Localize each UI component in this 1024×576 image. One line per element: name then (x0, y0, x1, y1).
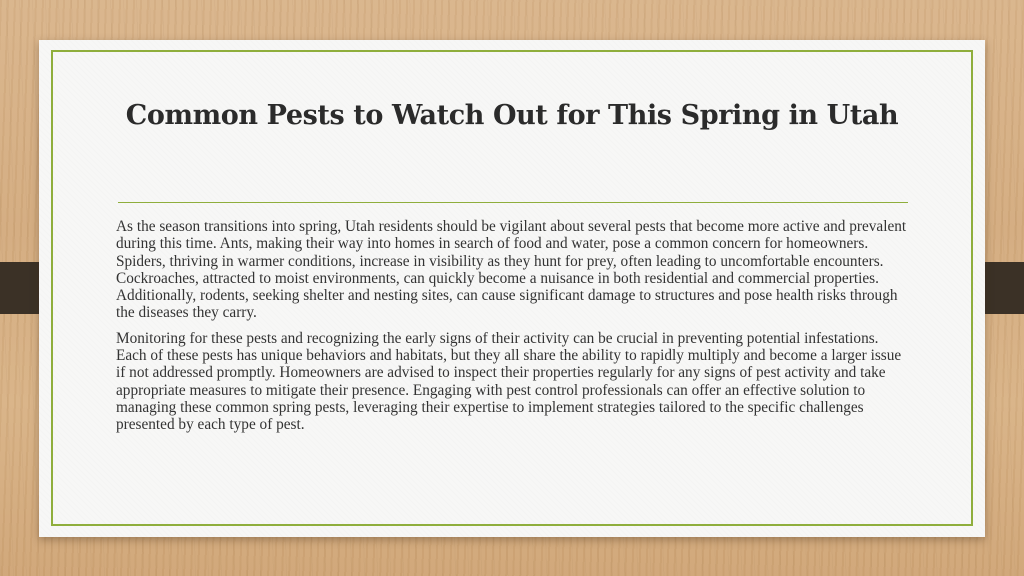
title-divider (118, 202, 908, 203)
slide-card (39, 40, 985, 537)
slide-title: Common Pests to Watch Out for This Spring in Utah (125, 100, 899, 131)
body-paragraph: As the season transitions into spring, Utah residents should be vigilant about several pests that become more active and prevalent during this time. Ants, making their way into homes in search of food and water, pose a common concern for homeowners. Spiders, thriving in warmer conditions, increase in visibility as they hunt for prey, often leading to uncomfortable encounters. Cockroaches, attracted to moist environments, can quickly become a nuisance in both residential and commercial properties. Additionally, rodents, seeking shelter and nesting sites, can cause significant damage to structures and pose health risks through the diseases they carry. (116, 218, 907, 322)
slide-body (116, 218, 912, 442)
body-paragraph: Monitoring for these pests and recognizing the early signs of their activity can be crucial in preventing potential infestations. Each of these pests has unique behaviors and habitats, but they all share the ability to rapidly multiply and become a larger issue if not addressed promptly. Homeowners are advised to inspect their properties regularly for any signs of pest activity and take appropriate measures to mitigate their presence. Engaging with pest control professionals can offer an effective solution to managing these common spring pests, leveraging their expertise to implement strategies tailored to the specific challenges presented by each type of pest. (116, 329, 902, 434)
